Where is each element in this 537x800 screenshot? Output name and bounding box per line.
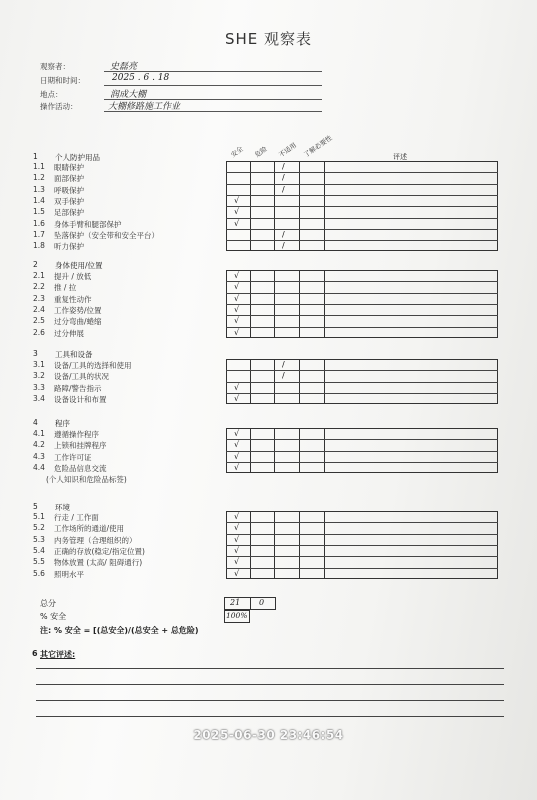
grid-row-line: [226, 568, 498, 569]
grid-row-line: [226, 172, 498, 173]
grid-row-line: [226, 462, 498, 463]
section-number: 1: [33, 152, 38, 161]
info-value: 润成大棚: [110, 90, 147, 100]
row-label: 工作许可证: [54, 452, 92, 462]
grid-row-line: [226, 393, 498, 394]
row-label: 照明水平: [54, 569, 84, 579]
row-label: 内务管理（合理组织的）: [54, 535, 137, 545]
check-mark[interactable]: √: [234, 382, 240, 392]
percent-safe-label: % 安全: [40, 612, 67, 621]
column-comment-header: 评述: [393, 153, 407, 161]
grid-row-line: [226, 206, 498, 207]
section-number: 3: [33, 349, 38, 358]
row-number: 3.1: [33, 360, 45, 369]
check-mark[interactable]: √: [234, 557, 240, 567]
comment-line: [36, 684, 504, 685]
check-mark[interactable]: √: [234, 218, 240, 228]
row-label: 足部保护: [54, 208, 84, 218]
dash-mark[interactable]: /: [282, 184, 285, 194]
row-number: 5.3: [33, 534, 45, 544]
info-value: 2025 . 6 . 18: [112, 73, 170, 83]
check-mark[interactable]: √: [234, 304, 240, 314]
grid-row-line: [226, 195, 498, 196]
row-label: 重复性动作: [54, 294, 92, 304]
row-label: 正确的存放(稳定/指定位置): [54, 546, 145, 556]
check-mark[interactable]: √: [234, 451, 240, 461]
check-mark[interactable]: √: [234, 207, 240, 217]
row-number: 4.4: [33, 462, 45, 472]
row-number: 5.6: [33, 568, 45, 578]
info-value: 史磊亮: [110, 62, 138, 72]
row-number: 2.3: [33, 293, 45, 303]
row-number: 1.7: [33, 229, 45, 239]
total-danger-value: 0: [259, 598, 265, 607]
row-label: 呼吸保护: [54, 185, 84, 195]
comment-line: [36, 700, 504, 701]
formula-note: 注: % 安全 = [(总安全)/(总安全 + 总危险): [40, 626, 199, 635]
grid-row-line: [226, 218, 498, 219]
row-label: 工作姿势/位置: [54, 305, 102, 315]
row-number: 5.4: [33, 545, 45, 555]
comment-line: [36, 668, 504, 669]
dash-mark[interactable]: /: [282, 173, 285, 183]
grid-row-line: [226, 293, 498, 294]
dash-mark[interactable]: /: [282, 360, 285, 369]
dash-mark[interactable]: /: [282, 241, 285, 251]
check-mark[interactable]: √: [234, 440, 240, 450]
row-label: 物体放置 (太高/ 阻碍通行): [54, 558, 143, 568]
info-value: 大棚修路施工作业: [108, 102, 181, 112]
row-label: 设备/工具的状况: [54, 372, 110, 382]
grid-row-line: [226, 327, 498, 328]
check-mark[interactable]: √: [234, 462, 240, 472]
row-number: 3.4: [33, 393, 45, 403]
row-label: 听力保护: [54, 242, 84, 252]
check-mark[interactable]: √: [234, 393, 240, 403]
grid-row-line: [226, 522, 498, 523]
row-number: 2.5: [33, 316, 45, 326]
grid-row-line: [226, 451, 498, 452]
row-number: 1.8: [33, 241, 45, 251]
other-num: 6: [32, 649, 38, 658]
info-underline: [104, 85, 322, 86]
section-title: 工具和设备: [55, 350, 93, 359]
info-label: 地点：: [40, 90, 63, 99]
grid-row-line: [226, 545, 498, 546]
section-title: 身体使用/位置: [55, 261, 103, 270]
row-label: 上锁和挂牌程序: [54, 441, 107, 451]
row-number: 1.3: [33, 184, 45, 194]
row-label: 面部保护: [54, 174, 84, 184]
check-mark[interactable]: √: [234, 512, 240, 521]
section-number: 5: [33, 502, 38, 511]
section-note: (个人知识和危险品标签): [46, 475, 127, 485]
total-label: 总分: [40, 599, 56, 608]
total-divider: [250, 597, 251, 610]
section-title: 程序: [55, 419, 70, 428]
row-number: 1.2: [33, 173, 45, 183]
column-safe-header: 安全: [229, 144, 245, 159]
grid-row-line: [226, 184, 498, 185]
check-mark[interactable]: √: [234, 545, 240, 555]
row-number: 1.4: [33, 195, 45, 205]
check-mark[interactable]: √: [234, 429, 240, 438]
row-label: 提升 / 放低: [54, 272, 92, 281]
check-mark[interactable]: √: [234, 316, 240, 326]
check-mark[interactable]: √: [234, 282, 240, 292]
row-number: 4.1: [33, 429, 45, 438]
section-title: 环境: [55, 503, 70, 512]
row-label: 危险品信息交流: [54, 463, 107, 473]
row-label: 设备/工具的选择和使用: [54, 361, 132, 370]
row-label: 坠落保护（安全带和安全平台）: [54, 230, 159, 240]
grid-row-line: [226, 382, 498, 383]
dash-mark[interactable]: /: [282, 229, 285, 239]
dash-mark[interactable]: /: [282, 371, 285, 381]
row-number: 5.1: [33, 512, 45, 521]
percent-safe-value: 100%: [226, 611, 248, 620]
row-number: 5.5: [33, 557, 45, 567]
row-label: 工作场所的通道/使用: [54, 524, 125, 534]
dash-mark[interactable]: /: [282, 162, 285, 171]
check-mark[interactable]: √: [234, 568, 240, 578]
row-number: 2.2: [33, 282, 45, 292]
info-label: 日期和时间：: [40, 76, 85, 85]
grid-row-line: [226, 370, 498, 371]
check-mark[interactable]: √: [234, 523, 240, 533]
row-number: 3.3: [33, 382, 45, 392]
column-na-header: 不适用: [277, 141, 298, 159]
row-label: 身体手臂和腿部保护: [54, 219, 122, 229]
grid-row-line: [226, 439, 498, 440]
grid-row-line: [226, 556, 498, 557]
info-label: 观察者：: [40, 62, 70, 71]
row-number: 5.2: [33, 523, 45, 533]
row-number: 3.2: [33, 371, 45, 381]
row-number: 1.1: [33, 162, 45, 171]
section-number: 4: [33, 418, 38, 427]
row-number: 2.4: [33, 304, 45, 314]
check-mark[interactable]: √: [234, 327, 240, 337]
grid-row-line: [226, 304, 498, 305]
row-label: 双手保护: [54, 196, 84, 206]
row-label: 行走 / 工作面: [54, 513, 99, 522]
comment-line: [36, 716, 504, 717]
column-need-understand-header: 了解必要性: [302, 133, 334, 159]
grid-row-line: [226, 281, 498, 282]
form-title: SHE 观察表: [224, 30, 313, 48]
column-danger-header: 危险: [253, 144, 269, 159]
row-label: 推 / 拉: [54, 283, 77, 293]
row-number: 1.5: [33, 207, 45, 217]
check-mark[interactable]: √: [234, 195, 240, 205]
grid-row-line: [226, 534, 498, 535]
total-safe-value: 21: [230, 598, 241, 607]
row-label: 眼睛保护: [54, 163, 84, 172]
grid-row-line: [226, 315, 498, 316]
row-number: 4.2: [33, 440, 45, 450]
timestamp-watermark: 2025-06-30 23:46:54: [193, 728, 344, 742]
row-number: 4.3: [33, 451, 45, 461]
check-mark[interactable]: √: [234, 534, 240, 544]
row-label: 路障/警告指示: [54, 383, 102, 393]
grid-row-line: [226, 240, 498, 241]
row-number: 2.6: [33, 327, 45, 337]
check-mark[interactable]: √: [234, 271, 240, 280]
section-title: 个人防护用品: [55, 153, 100, 162]
row-label: 过分伸展: [54, 328, 84, 338]
grid-row-line: [226, 229, 498, 230]
row-label: 过分弯曲/蜷缩: [54, 317, 102, 327]
row-label: 设备设计和布置: [54, 394, 107, 404]
row-number: 1.6: [33, 218, 45, 228]
section-number: 2: [33, 260, 38, 269]
other-comments-label: 其它评述:: [40, 650, 76, 659]
row-number: 2.1: [33, 271, 45, 280]
info-label: 操作活动：: [40, 102, 78, 111]
check-mark[interactable]: √: [234, 293, 240, 303]
row-label: 遵循操作程序: [54, 430, 99, 439]
